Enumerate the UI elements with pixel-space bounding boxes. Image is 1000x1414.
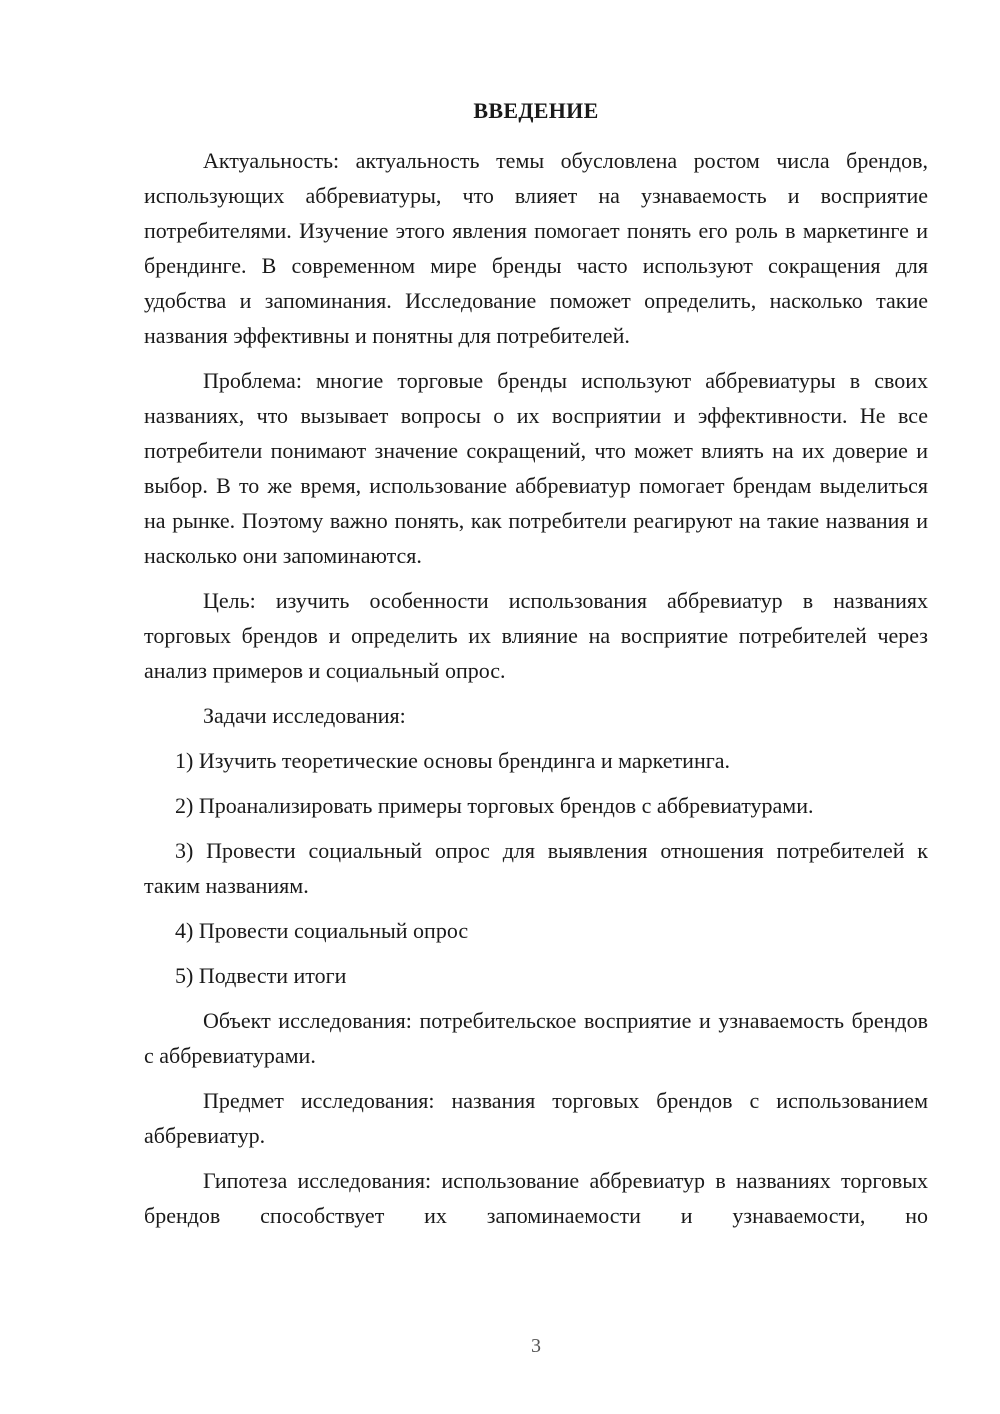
- page-title: ВВЕДЕНИЕ: [473, 98, 599, 123]
- paragraph-hypothesis: Гипотеза исследования: использование аббревиатур в названиях торговых брендов способствует их запоминаемости и узнаваемости, но: [144, 1168, 928, 1228]
- paragraph-problem: Проблема: многие торговые бренды используют аббревиатуры в своих названиях, что вызывает вопросы о их восприятии и эффективности. Не все потребители понимают значение сокращений, что может влиять на их доверие и выбор. В то же время, использование аббревиатур помогает брендам выделиться на рынке. Поэтому важно понять, как потребители реагируют на такие названия и насколько они запоминаются.: [144, 368, 928, 568]
- page-number: 3: [531, 1335, 541, 1357]
- task-item-2: 2) Проанализировать примеры торговых брендов с аббревиатурами.: [175, 793, 814, 818]
- task-item-3: 3) Провести социальный опрос для выявления отношения потребителей к таким названиям.: [144, 838, 928, 898]
- tasks-heading: Задачи исследования:: [203, 703, 406, 728]
- paragraph-subject: Предмет исследования: названия торговых брендов с использованием аббревиатур.: [144, 1088, 928, 1148]
- task-item-5: 5) Подвести итоги: [175, 963, 347, 988]
- paragraph-object: Объект исследования: потребительское восприятие и узнаваемость брендов с аббревиатурами.: [144, 1008, 928, 1068]
- document-body: [144, 143, 928, 1243]
- task-item-4: 4) Провести социальный опрос: [175, 918, 469, 943]
- paragraph-relevance: Актуальность: актуальность темы обусловлена ростом числа брендов, использующих аббревиатуры, что влияет на узнаваемость и восприятие потребителями. Изучение этого явления помогает понять его роль в маркетинге и брендинге. В современном мире бренды часто используют сокращения для удобства и запоминания. Исследование поможет определить, насколько такие названия эффективны и понятны для потребителей.: [144, 148, 928, 348]
- paragraph-goal: Цель: изучить особенности использования аббревиатур в названиях торговых брендов и определить их влияние на восприятие потребителей через анализ примеров и социальный опрос.: [144, 588, 928, 683]
- task-item-1: 1) Изучить теоретические основы брендинга и маркетинга.: [175, 748, 731, 773]
